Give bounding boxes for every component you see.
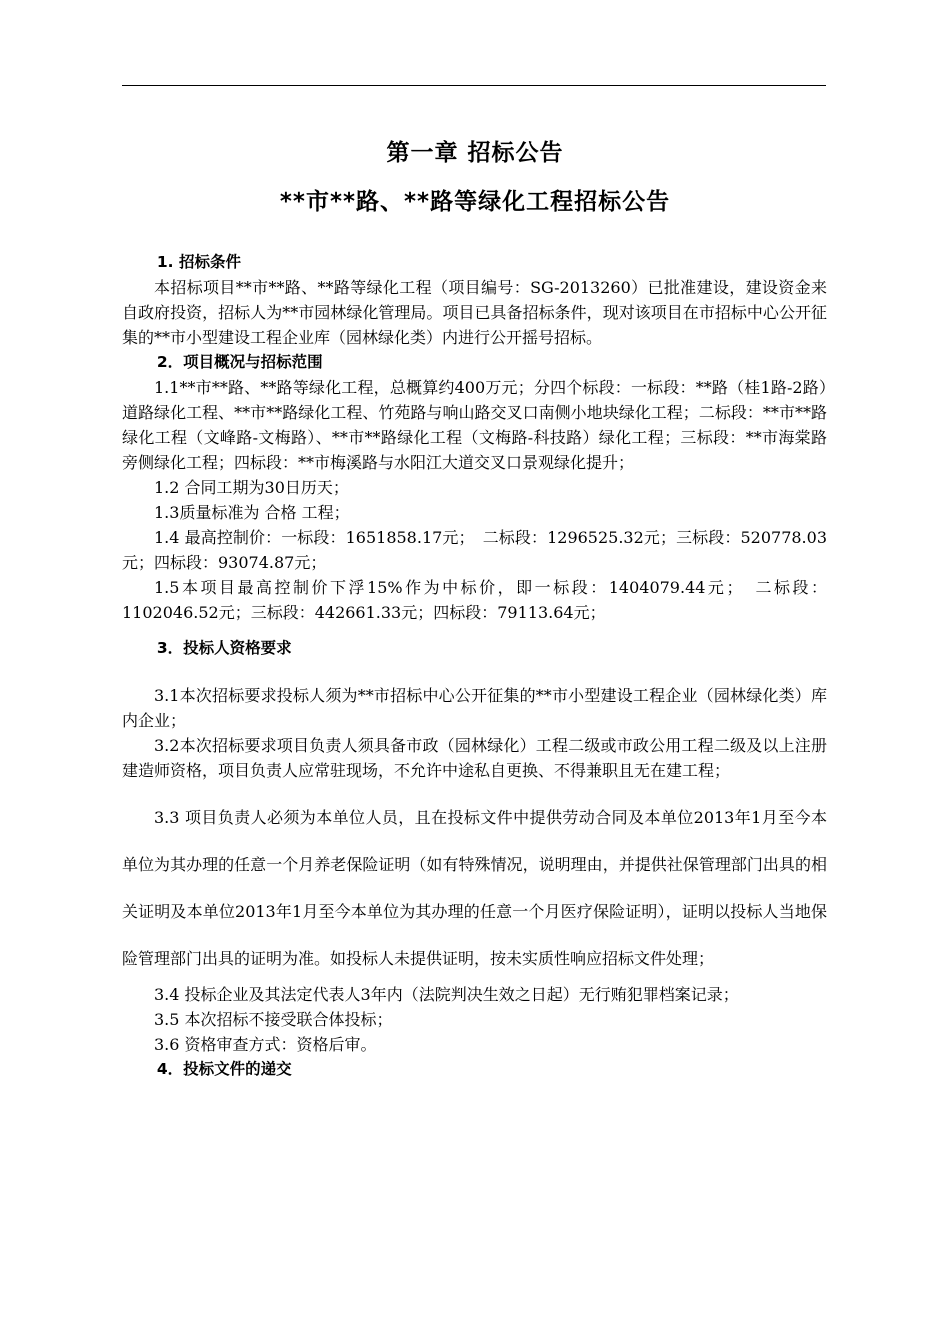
document-body [122, 250, 827, 1082]
paragraph-2-2: 1.2 合同工期为30日历天； [154, 478, 349, 497]
paragraph-3-6: 3.6 资格审查方式：资格后审。 [154, 1035, 377, 1054]
paragraph-3-4: 3.4 投标企业及其法定代表人3年内（法院判决生效之日起）无行贿犯罪档案记录； [154, 985, 739, 1004]
document-title: **市**路、**路等绿化工程招标公告 [279, 189, 671, 215]
section-heading-4: 4．投标文件的递交 [156, 1060, 292, 1078]
paragraph-1: 本招标项目**市**路、**路等绿化工程（项目编号：SG-2013260）已批准建设，建设资金来自政府投资，招标人为**市园林绿化管理局。项目已具备招标条件，现对该项目在市招标中心公开征集的**市小型建设工程企业库（园林绿化类）内进行公开摇号招标。 [122, 278, 827, 347]
paragraph-2-4: 1.4 最高控制价：一标段：1651858.17元； 二标段：1296525.32元；三标段：520778.03元；四标段：93074.87元； [122, 528, 827, 572]
paragraph-3-5: 3.5 本次招标不接受联合体投标； [154, 1010, 393, 1029]
paragraph-3-3: 3.3 项目负责人必须为本单位人员，且在投标文件中提供劳动合同及本单位2013年1月至今本单位为其办理的任意一个月养老保险证明（如有特殊情况，说明理由，并提供社保管理部门出具的相关证明及本单位2013年1月至今本单位为其办理的任意一个月医疗保险证明），证明以投标人当地保险管理部门出具的证明为准。如投标人未提供证明，按未实质性响应招标文件处理； [122, 808, 827, 968]
section-heading-2: 2．项目概况与招标范围 [156, 353, 323, 371]
header-rule [122, 85, 826, 86]
paragraph-3-1: 3.1本次招标要求投标人须为**市招标中心公开征集的**市小型建设工程企业（园林绿化类）库内企业； [122, 686, 827, 730]
paragraph-2-5: 1.5本项目最高控制价下浮15%作为中标价，即一标段：1404079.44元； 二标段：1102046.52元；三标段：442661.33元；四标段：79113.64元； [122, 578, 827, 622]
section-heading-1: 1. 招标条件 [156, 253, 241, 271]
section-heading-3: 3．投标人资格要求 [156, 639, 292, 657]
chapter-title: 第一章 招标公告 [386, 140, 564, 166]
paragraph-2-1: 1.1**市**路、**路等绿化工程，总概算约400万元；分四个标段：一标段：**路（桂1路-2路）道路绿化工程、**市**路绿化工程、竹苑路与响山路交叉口南侧小地块绿化工程；二标段：**市**路绿化工程（文峰路-文梅路）、**市**路绿化工程（文梅路-科技路）绿化工程；三标段：**市海棠路旁侧绿化工程；四标段：**市梅溪路与水阳江大道交叉口景观绿化提升； [122, 378, 827, 472]
paragraph-2-3: 1.3质量标准为 合格 工程； [154, 503, 350, 522]
paragraph-3-2: 3.2本次招标要求项目负责人须具备市政（园林绿化）工程二级或市政公用工程二级及以上注册建造师资格，项目负责人应常驻现场，不允许中途私自更换、不得兼职且无在建工程； [122, 736, 827, 780]
